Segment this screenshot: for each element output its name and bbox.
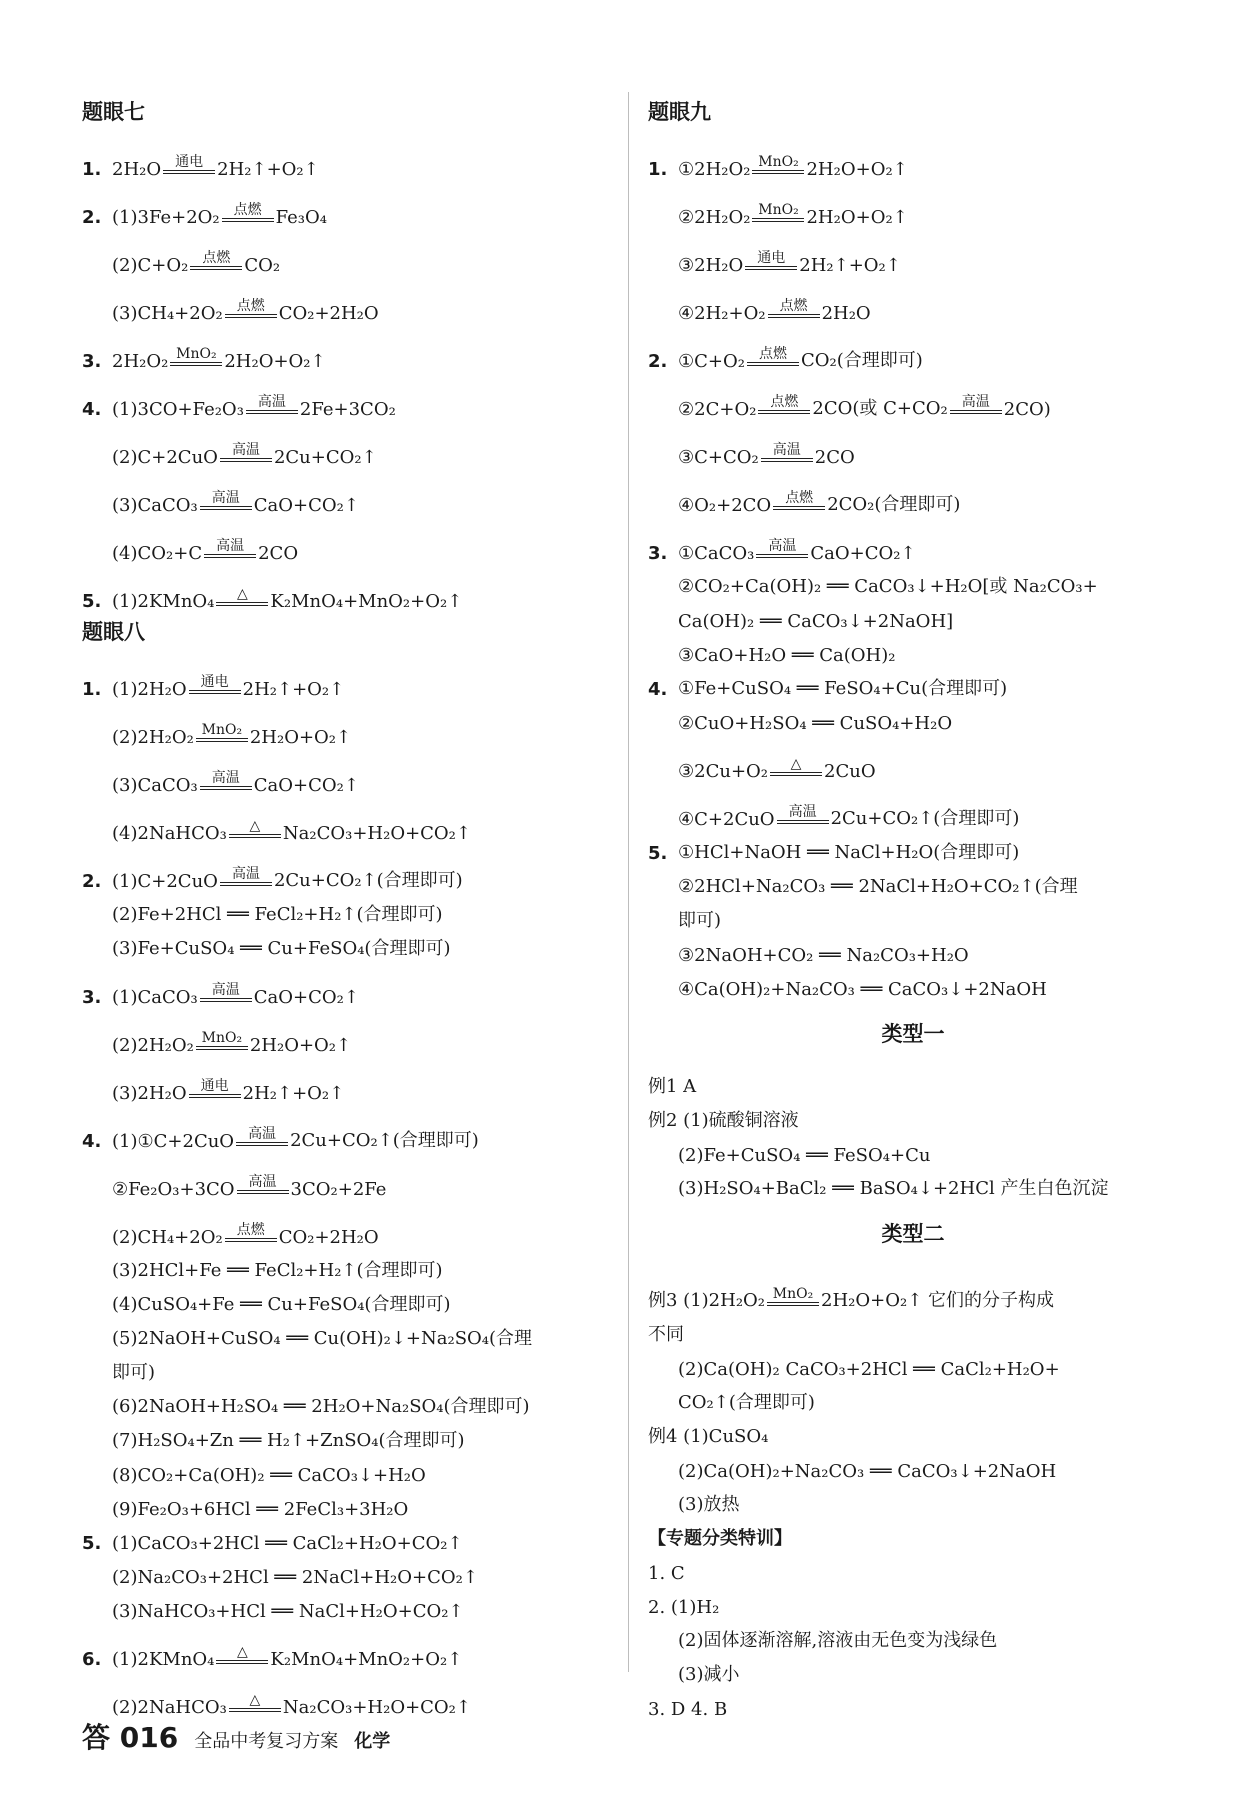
answer-line: 5. (1)CaCO₃+2HCl ══ CaCl₂+H₂O+CO₂↑ <box>82 1533 463 1554</box>
answer-line: (2)C+O₂ 点燃 CO₂ <box>112 250 281 276</box>
answer-line: 2. (1)C+2CuO 高温 2Cu+CO₂↑(合理即可) <box>82 866 463 892</box>
answer-line: 即可) <box>112 1362 156 1383</box>
answer-line: (3)2H₂O 通电 2H₂↑+O₂↑ <box>112 1078 345 1104</box>
answer-line: (2)2NaHCO₃ △ Na₂CO₃+H₂O+CO₂↑ <box>112 1692 471 1718</box>
left-column <box>82 92 622 1718</box>
special-training-heading: 【专题分类特训】 <box>648 1528 792 1549</box>
example-line: (3)放热 <box>678 1494 740 1515</box>
type-heading-2: 类型二 <box>881 1222 945 1246</box>
answer-line: ④O₂+2CO 点燃 2CO₂(合理即可) <box>678 490 961 516</box>
answer-line: ②CuO+H₂SO₄ ══ CuSO₄+H₂O <box>678 713 953 734</box>
example-line: 3. D 4. B <box>648 1699 728 1720</box>
answer-line: (7)H₂SO₄+Zn ══ H₂↑+ZnSO₄(合理即可) <box>112 1430 465 1451</box>
example-line: (2)Fe+CuSO₄ ══ FeSO₄+Cu <box>678 1145 931 1166</box>
answer-line: ④C+2CuO 高温 2Cu+CO₂↑(合理即可) <box>678 804 1020 830</box>
example-line: 1. C <box>648 1563 685 1584</box>
answer-line: 3. 2H₂O₂ MnO₂ 2H₂O+O₂↑ <box>82 346 326 372</box>
example-line: 例3 (1)2H₂O₂ MnO₂ 2H₂O+O₂↑ 它们的分子构成 <box>648 1286 1054 1311</box>
answer-line: (6)2NaOH+H₂SO₄ ══ 2H₂O+Na₂SO₄(合理即可) <box>112 1396 530 1417</box>
example-line: (3)减小 <box>678 1664 740 1685</box>
column-divider <box>628 92 629 1672</box>
answer-line: (3)2HCl+Fe ══ FeCl₂+H₂↑(合理即可) <box>112 1260 443 1281</box>
subject-label: 化学 <box>354 1731 391 1752</box>
answer-line: (2)CH₄+2O₂ 点燃 CO₂+2H₂O <box>112 1222 379 1248</box>
right-column <box>648 92 1178 1720</box>
answer-line: ④Ca(OH)₂+Na₂CO₃ ══ CaCO₃↓+2NaOH <box>678 979 1047 1000</box>
example-line: 例4 (1)CuSO₄ <box>648 1426 769 1447</box>
answer-line: (4)2NaHCO₃ △ Na₂CO₃+H₂O+CO₂↑ <box>112 818 471 844</box>
answer-line: (3)NaHCO₃+HCl ══ NaCl+H₂O+CO₂↑ <box>112 1601 464 1622</box>
answer-line: 2. (1)3Fe+2O₂ 点燃 Fe₃O₄ <box>82 202 327 228</box>
answer-line: 4. ①Fe+CuSO₄ ══ FeSO₄+Cu(合理即可) <box>648 678 1008 700</box>
answer-line: ③CaO+H₂O ══ Ca(OH)₂ <box>678 645 896 666</box>
book-title: 全品中考复习方案 <box>194 1731 339 1752</box>
answer-line: (8)CO₂+Ca(OH)₂ ══ CaCO₃↓+H₂O <box>112 1465 426 1486</box>
answer-line: (3)CaCO₃ 高温 CaO+CO₂↑ <box>112 770 359 796</box>
answer-line: 即可) <box>678 910 722 931</box>
answer-line: (2)Fe+2HCl ══ FeCl₂+H₂↑(合理即可) <box>112 904 443 925</box>
answer-line: (3)CaCO₃ 高温 CaO+CO₂↑ <box>112 490 359 516</box>
answer-line: (2)Na₂CO₃+2HCl ══ 2NaCl+H₂O+CO₂↑ <box>112 1567 478 1588</box>
answer-line: ②2HCl+Na₂CO₃ ══ 2NaCl+H₂O+CO₂↑(合理 <box>678 876 1078 897</box>
answer-line: 3. ①CaCO₃ 高温 CaO+CO₂↑ <box>648 538 916 564</box>
answer-line: ②2C+O₂ 点燃 2CO(或 C+CO₂ 高温 2CO) <box>678 394 1051 420</box>
answer-line: 2. ①C+O₂ 点燃 CO₂(合理即可) <box>648 346 923 372</box>
answer-line: 5. ①HCl+NaOH ══ NaCl+H₂O(合理即可) <box>648 842 1020 864</box>
answer-line: (2)2H₂O₂ MnO₂ 2H₂O+O₂↑ <box>112 722 352 748</box>
answer-line: ②Fe₂O₃+3CO 高温 3CO₂+2Fe <box>112 1174 387 1200</box>
example-line: (3)H₂SO₄+BaCl₂ ══ BaSO₄↓+2HCl 产生白色沉淀 <box>678 1178 1109 1199</box>
example-line: 例2 (1)硫酸铜溶液 <box>648 1110 799 1131</box>
example-line: (2)Ca(OH)₂ CaCO₃+2HCl ══ CaCl₂+H₂O+ <box>678 1359 1060 1380</box>
answer-line: (2)C+2CuO 高温 2Cu+CO₂↑ <box>112 442 377 468</box>
example-line: 例1 A <box>648 1076 697 1097</box>
page-footer <box>82 1716 390 1756</box>
answer-line: ③2NaOH+CO₂ ══ Na₂CO₃+H₂O <box>678 945 969 966</box>
section-heading-9: 题眼九 <box>648 100 711 124</box>
answer-line: (4)CO₂+C 高温 2CO <box>112 538 299 564</box>
answer-line: 4. (1)3CO+Fe₂O₃ 高温 2Fe+3CO₂ <box>82 394 396 420</box>
answer-line: 1. (1)2H₂O 通电 2H₂↑+O₂↑ <box>82 674 345 700</box>
answer-line: (5)2NaOH+CuSO₄ ══ Cu(OH)₂↓+Na₂SO₄(合理 <box>112 1328 533 1349</box>
answer-line: ④2H₂+O₂ 点燃 2H₂O <box>678 298 871 324</box>
answer-line: (3)CH₄+2O₂ 点燃 CO₂+2H₂O <box>112 298 379 324</box>
answer-line: 1. ①2H₂O₂ MnO₂ 2H₂O+O₂↑ <box>648 154 908 180</box>
answer-line: ②CO₂+Ca(OH)₂ ══ CaCO₃↓+H₂O[或 Na₂CO₃+ <box>678 576 1098 597</box>
answer-line: 3. (1)CaCO₃ 高温 CaO+CO₂↑ <box>82 982 359 1008</box>
answer-line: 1. 2H₂O 通电 2H₂↑+O₂↑ <box>82 154 319 180</box>
answer-line: ③C+CO₂ 高温 2CO <box>678 442 855 468</box>
answer-line: (9)Fe₂O₃+6HCl ══ 2FeCl₃+3H₂O <box>112 1499 409 1520</box>
section-heading-7: 题眼七 <box>82 100 145 124</box>
example-line: (2)Ca(OH)₂+Na₂CO₃ ══ CaCO₃↓+2NaOH <box>678 1461 1057 1482</box>
example-line: 2. (1)H₂ <box>648 1597 720 1618</box>
answer-line: (4)CuSO₄+Fe ══ Cu+FeSO₄(合理即可) <box>112 1294 451 1315</box>
answer-line: 6. (1)2KMnO₄ △ K₂MnO₄+MnO₂+O₂↑ <box>82 1644 463 1670</box>
answer-line: 5. (1)2KMnO₄ △ K₂MnO₄+MnO₂+O₂↑ <box>82 586 463 612</box>
answer-line: (2)2H₂O₂ MnO₂ 2H₂O+O₂↑ <box>112 1030 352 1056</box>
answer-line: Ca(OH)₂ ══ CaCO₃↓+2NaOH] <box>678 611 954 632</box>
answer-line: (3)Fe+CuSO₄ ══ Cu+FeSO₄(合理即可) <box>112 938 451 959</box>
answer-line: ③2Cu+O₂ △ 2CuO <box>678 756 876 782</box>
example-line: (2)固体逐渐溶解,溶液由无色变为浅绿色 <box>678 1630 998 1651</box>
page-number: 答 016 <box>82 1721 179 1754</box>
answer-line: ②2H₂O₂ MnO₂ 2H₂O+O₂↑ <box>678 202 908 228</box>
answer-line: 4. (1)①C+2CuO 高温 2Cu+CO₂↑(合理即可) <box>82 1126 479 1152</box>
example-line: 不同 <box>648 1324 684 1345</box>
type-heading-1: 类型一 <box>881 1022 945 1046</box>
section-heading-8: 题眼八 <box>82 620 145 644</box>
answer-line: ③2H₂O 通电 2H₂↑+O₂↑ <box>678 250 901 276</box>
example-line: CO₂↑(合理即可) <box>678 1392 815 1413</box>
